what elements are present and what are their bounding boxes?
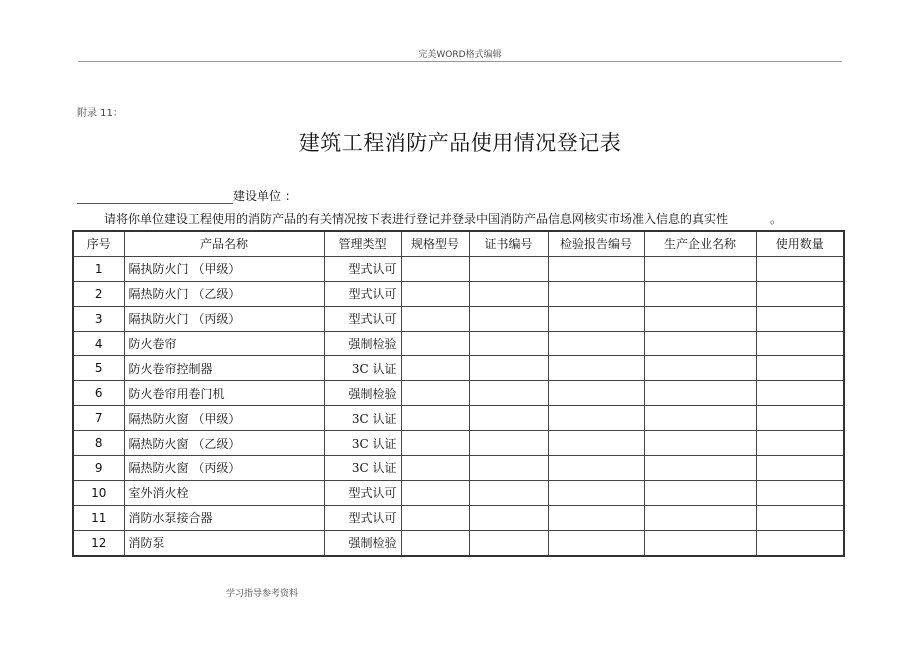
row-product-name: 室外消火栓	[124, 480, 324, 505]
row-management-type: 强制检验	[324, 381, 401, 406]
header-report-no: 检验报告编号	[548, 231, 644, 256]
row-manufacturer-cell[interactable]	[644, 256, 756, 281]
row-product-name: 消防泵	[124, 530, 324, 555]
row-quantity-cell[interactable]	[756, 456, 844, 481]
row-model-spec-cell[interactable]	[401, 530, 469, 555]
row-quantity-cell[interactable]	[756, 406, 844, 431]
row-manufacturer-cell[interactable]	[644, 431, 756, 456]
row-report-no-cell[interactable]	[548, 356, 644, 381]
row-management-type: 3C 认证	[324, 406, 401, 431]
header-model-spec: 规格型号	[401, 231, 469, 256]
row-management-type: 3C 认证	[324, 456, 401, 481]
row-model-spec-cell[interactable]	[401, 480, 469, 505]
table-header-row	[73, 231, 844, 256]
row-model-spec-cell[interactable]	[401, 281, 469, 306]
row-serial: 12	[73, 530, 124, 555]
row-certificate-no-cell[interactable]	[469, 331, 548, 356]
row-report-no-cell[interactable]	[548, 505, 644, 530]
row-manufacturer-cell[interactable]	[644, 406, 756, 431]
construction-unit-blank[interactable]	[77, 189, 233, 204]
row-report-no-cell[interactable]	[548, 256, 644, 281]
document-title: 建筑工程消防产品使用情况登记表	[298, 131, 622, 155]
row-product-name: 防火卷帘用卷门机	[124, 381, 324, 406]
table-row	[73, 381, 844, 406]
row-manufacturer-cell[interactable]	[644, 530, 756, 555]
row-manufacturer-cell[interactable]	[644, 381, 756, 406]
row-model-spec-cell[interactable]	[401, 381, 469, 406]
appendix-label: 附录 11：	[77, 108, 123, 119]
row-certificate-no-cell[interactable]	[469, 256, 548, 281]
row-manufacturer-cell[interactable]	[644, 306, 756, 331]
row-serial: 2	[73, 281, 124, 306]
row-product-name: 隔热防火窗 （丙级）	[124, 456, 324, 481]
row-model-spec-cell[interactable]	[401, 505, 469, 530]
page-footer: 学习指导参考资料	[226, 589, 299, 599]
table-row	[73, 256, 844, 281]
row-model-spec-cell[interactable]	[401, 356, 469, 381]
table-row	[73, 530, 844, 555]
row-management-type: 3C 认证	[324, 431, 401, 456]
table-row	[73, 431, 844, 456]
row-report-no-cell[interactable]	[548, 381, 644, 406]
header-serial: 序号	[73, 231, 124, 256]
row-serial: 6	[73, 381, 124, 406]
table-row	[73, 505, 844, 530]
row-quantity-cell[interactable]	[756, 331, 844, 356]
row-product-name: 隔热防火门 （乙级）	[124, 281, 324, 306]
header-management-type: 管理类型	[324, 231, 401, 256]
row-manufacturer-cell[interactable]	[644, 281, 756, 306]
row-report-no-cell[interactable]	[548, 480, 644, 505]
construction-unit-line	[77, 187, 297, 204]
row-certificate-no-cell[interactable]	[469, 480, 548, 505]
row-report-no-cell[interactable]	[548, 331, 644, 356]
row-certificate-no-cell[interactable]	[469, 431, 548, 456]
row-management-type: 型式认可	[324, 281, 401, 306]
table-row	[73, 281, 844, 306]
table-row	[73, 306, 844, 331]
row-report-no-cell[interactable]	[548, 306, 644, 331]
row-management-type: 强制检验	[324, 331, 401, 356]
row-model-spec-cell[interactable]	[401, 456, 469, 481]
row-serial: 5	[73, 356, 124, 381]
row-management-type: 型式认可	[324, 256, 401, 281]
row-management-type: 3C 认证	[324, 356, 401, 381]
row-manufacturer-cell[interactable]	[644, 505, 756, 530]
header-manufacturer: 生产企业名称	[644, 231, 756, 256]
header-quantity: 使用数量	[756, 231, 844, 256]
row-serial: 4	[73, 331, 124, 356]
row-product-name: 隔执防火门 （丙级）	[124, 306, 324, 331]
row-product-name: 防火卷帘	[124, 331, 324, 356]
row-quantity-cell[interactable]	[756, 530, 844, 555]
instruction-text	[104, 210, 782, 227]
header-certificate-no: 证书编号	[469, 231, 548, 256]
row-report-no-cell[interactable]	[548, 406, 644, 431]
row-model-spec-cell[interactable]	[401, 406, 469, 431]
row-serial: 7	[73, 406, 124, 431]
table-row	[73, 480, 844, 505]
row-model-spec-cell[interactable]	[401, 306, 469, 331]
row-product-name: 隔热防火窗 （乙级）	[124, 431, 324, 456]
row-model-spec-cell[interactable]	[401, 256, 469, 281]
row-serial: 1	[73, 256, 124, 281]
row-quantity-cell[interactable]	[756, 356, 844, 381]
row-quantity-cell[interactable]	[756, 480, 844, 505]
row-product-name: 隔热防火窗 （甲级）	[124, 406, 324, 431]
row-model-spec-cell[interactable]	[401, 331, 469, 356]
row-certificate-no-cell[interactable]	[469, 456, 548, 481]
table-row	[73, 406, 844, 431]
header-product-name: 产品名称	[124, 231, 324, 256]
row-report-no-cell[interactable]	[548, 281, 644, 306]
row-serial: 10	[73, 480, 124, 505]
row-serial: 9	[73, 456, 124, 481]
row-manufacturer-cell[interactable]	[644, 480, 756, 505]
row-management-type: 型式认可	[324, 480, 401, 505]
table-row	[73, 456, 844, 481]
row-serial: 8	[73, 431, 124, 456]
row-certificate-no-cell[interactable]	[469, 356, 548, 381]
row-product-name: 隔执防火门 （甲级）	[124, 256, 324, 281]
construction-unit-label: 建设单位 ：	[233, 189, 297, 203]
page-header: 完美WORD格式编辑	[418, 50, 502, 60]
row-management-type: 型式认可	[324, 306, 401, 331]
row-quantity-cell[interactable]	[756, 281, 844, 306]
row-quantity-cell[interactable]	[756, 381, 844, 406]
table-row	[73, 356, 844, 381]
row-certificate-no-cell[interactable]	[469, 406, 548, 431]
row-management-type: 强制检验	[324, 530, 401, 555]
instruction-period: 。	[770, 212, 783, 226]
row-quantity-cell[interactable]	[756, 256, 844, 281]
row-report-no-cell[interactable]	[548, 530, 644, 555]
row-manufacturer-cell[interactable]	[644, 356, 756, 381]
row-quantity-cell[interactable]	[756, 306, 844, 331]
row-certificate-no-cell[interactable]	[469, 530, 548, 555]
row-certificate-no-cell[interactable]	[469, 505, 548, 530]
row-manufacturer-cell[interactable]	[644, 331, 756, 356]
row-management-type: 型式认可	[324, 505, 401, 530]
instruction-body: 请将你单位建设工程使用的消防产品的有关情况按下表进行登记并登录中国消防产品信息网核实市场准入信息的真实性	[104, 212, 729, 226]
row-manufacturer-cell[interactable]	[644, 456, 756, 481]
row-certificate-no-cell[interactable]	[469, 381, 548, 406]
registration-table	[72, 230, 845, 557]
row-certificate-no-cell[interactable]	[469, 306, 548, 331]
row-model-spec-cell[interactable]	[401, 431, 469, 456]
row-report-no-cell[interactable]	[548, 431, 644, 456]
row-serial: 11	[73, 505, 124, 530]
row-product-name: 防火卷帘控制器	[124, 356, 324, 381]
row-serial: 3	[73, 306, 124, 331]
row-certificate-no-cell[interactable]	[469, 281, 548, 306]
row-quantity-cell[interactable]	[756, 505, 844, 530]
header-divider	[78, 61, 842, 62]
row-report-no-cell[interactable]	[548, 456, 644, 481]
table-row	[73, 331, 844, 356]
row-product-name: 消防水泵接合器	[124, 505, 324, 530]
row-quantity-cell[interactable]	[756, 431, 844, 456]
